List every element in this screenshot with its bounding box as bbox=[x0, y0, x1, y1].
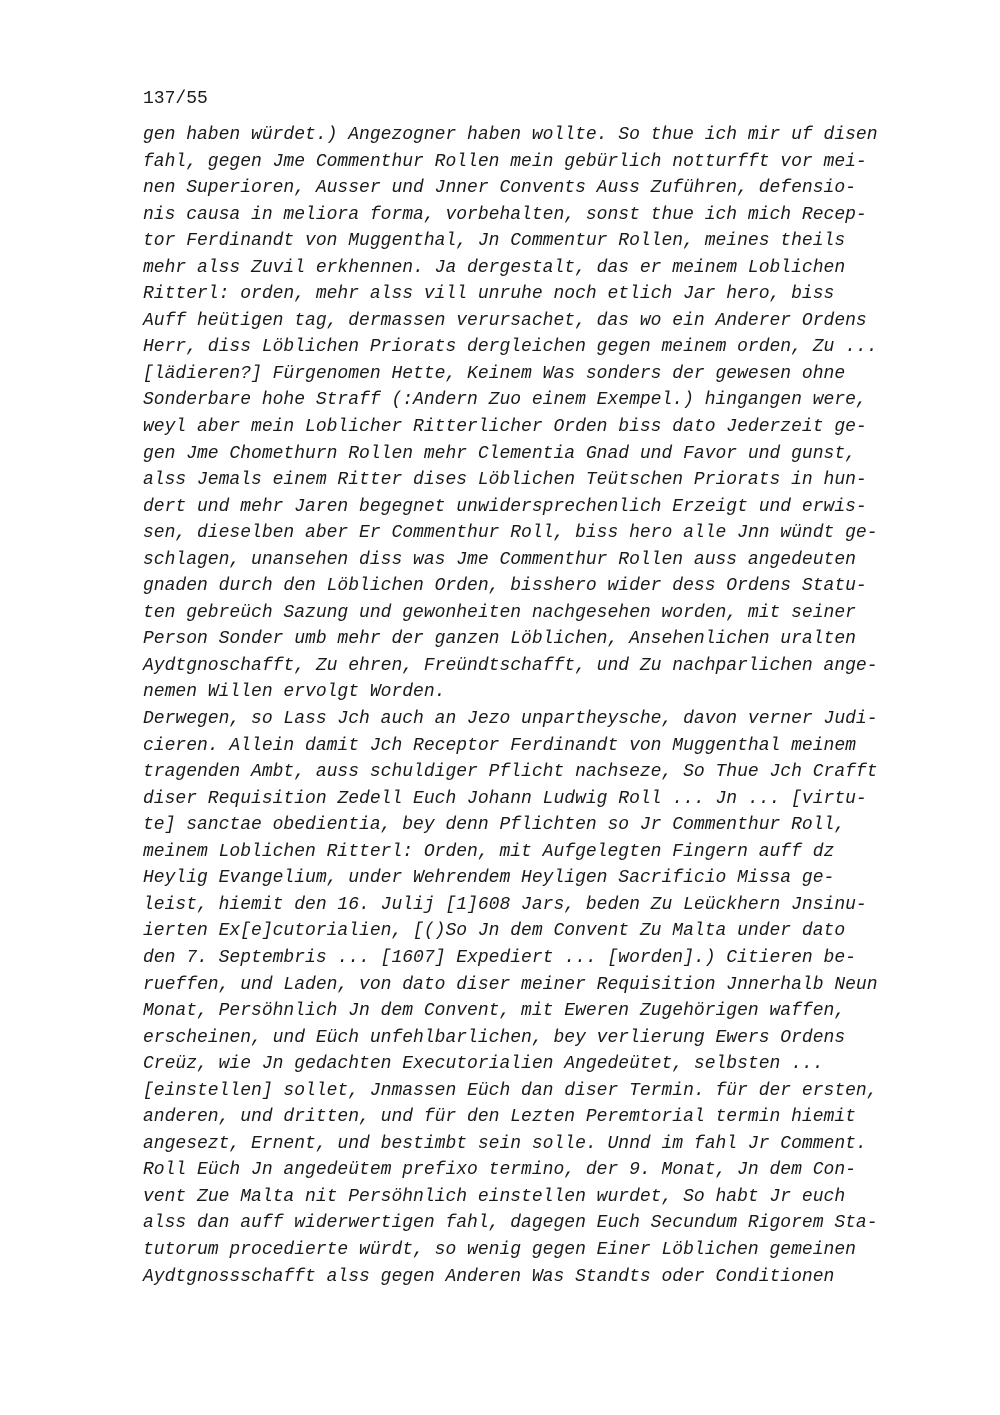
text-line: dert und mehr Jaren begegnet unwidersprechenlich Erzeigt und erwis- bbox=[143, 496, 867, 517]
text-line: Ritterl: orden, mehr alss vill unruhe noch etlich Jar hero, biss bbox=[143, 284, 835, 305]
text-line: [lädieren?] Fürgenomen Hette, Keinem Was sonders der gewesen ohne bbox=[143, 363, 846, 384]
text-line: gnaden durch den Löblichen Orden, bisshero wider dess Ordens Statu- bbox=[143, 576, 867, 597]
text-line: Auff heütigen tag, dermassen verursachet, das wo ein Anderer Ordens bbox=[143, 310, 867, 331]
text-line: nis causa in meliora forma, vorbehalten, sonst thue ich mich Recep- bbox=[143, 204, 867, 225]
text-line: leist, hiemit den 16. Julij [1]608 Jars, beden Zu Leückhern Jnsinu- bbox=[143, 894, 867, 915]
document-body bbox=[143, 122, 943, 1290]
page-number: 137/55 bbox=[143, 89, 208, 109]
text-line: rueffen, und Laden, von dato diser meiner Requisition Jnnerhalb Neun bbox=[143, 974, 878, 995]
text-line: gen haben würdet.) Angezogner haben wollte. So thue ich mir uf disen bbox=[143, 125, 878, 145]
text-line: schlagen, unansehen diss was Jme Commenthur Rollen auss angedeuten bbox=[143, 549, 856, 570]
text-line: Creüz, wie Jn gedachten Executorialien Angedeütet, selbsten ... bbox=[143, 1054, 824, 1075]
text-line: erscheinen, und Eüch unfehlbarlichen, bey verlierung Ewers Ordens bbox=[143, 1027, 846, 1048]
text-line: Roll Eüch Jn angedeütem prefixo termino, der 9. Monat, Jn dem Con- bbox=[143, 1160, 856, 1181]
text-line: tor Ferdinandt von Muggenthal, Jn Commentur Rollen, meines theils bbox=[143, 231, 846, 252]
text-line: tutorum procedierte würdt, so wenig gegen Einer Löblichen gemeinen bbox=[143, 1239, 856, 1260]
text-line: Aydtgnoschafft, Zu ehren, Freündtschafft, und Zu nachparlichen ange- bbox=[143, 655, 878, 676]
text-line: Aydtgnossschafft alss gegen Anderen Was Standts oder Conditionen bbox=[143, 1266, 835, 1287]
text-line: nemen Willen ervolgt Worden. bbox=[143, 682, 446, 703]
text-line: fahl, gegen Jme Commenthur Rollen mein gebürlich notturfft vor mei- bbox=[143, 151, 867, 172]
text-line: Sonderbare hohe Straff (:Andern Zuo einem Exempel.) hingangen were, bbox=[143, 390, 867, 411]
text-line: alss dan auff widerwertigen fahl, dagegen Euch Secundum Rigorem Sta- bbox=[143, 1213, 878, 1234]
text-line: Derwegen, so Lass Jch auch an Jezo unpartheysche, davon verner Judi- bbox=[143, 709, 878, 730]
text-line: tragenden Ambt, auss schuldiger Pflicht nachseze, So Thue Jch Crafft bbox=[143, 762, 878, 783]
text-line: diser Requisition Zedell Euch Johann Ludwig Roll ... Jn ... [virtu- bbox=[143, 788, 867, 809]
text-line: sen, dieselben aber Er Commenthur Roll, biss hero alle Jnn wündt ge- bbox=[143, 523, 878, 544]
text-line: anderen, und dritten, und für den Lezten Peremtorial termin hiemit bbox=[143, 1107, 856, 1128]
text-line: angesezt, Ernent, und bestimbt sein solle. Unnd im fahl Jr Comment. bbox=[143, 1133, 867, 1154]
text-line: nen Superioren, Ausser und Jnner Convents Auss Zuführen, defensio- bbox=[143, 178, 856, 199]
text-line: Person Sonder umb mehr der ganzen Löblichen, Ansehenlichen uralten bbox=[143, 629, 856, 650]
text-line: mehr alss Zuvil erkhennen. Ja dergestalt, das er meinem Loblichen bbox=[143, 257, 846, 278]
text-line: [einstellen] sollet, Jnmassen Eüch dan diser Termin. für der ersten, bbox=[143, 1080, 878, 1101]
text-line: meinem Loblichen Ritterl: Orden, mit Aufgelegten Fingern auff dz bbox=[143, 841, 835, 862]
text-line: vent Zue Malta nit Persöhnlich einstellen wurdet, So habt Jr euch bbox=[143, 1186, 846, 1207]
text-line: gen Jme Chomethurn Rollen mehr Clementia Gnad und Favor und gunst, bbox=[143, 443, 856, 464]
text-line: alss Jemals einem Ritter dises Löblichen Teütschen Priorats in hun- bbox=[143, 470, 867, 491]
text-line: ierten Ex[e]cutorialien, [()So Jn dem Convent Zu Malta under dato bbox=[143, 921, 846, 942]
text-line: Monat, Persöhnlich Jn dem Convent, mit Eweren Zugehörigen waffen, bbox=[143, 1001, 846, 1022]
text-line: ten gebreüch Sazung und gewonheiten nachgesehen worden, mit seiner bbox=[143, 602, 856, 623]
text-line: weyl aber mein Loblicher Ritterlicher Orden biss dato Jederzeit ge- bbox=[143, 417, 867, 438]
text-line: den 7. Septembris ... [1607] Expediert ... [worden].) Citieren be- bbox=[143, 947, 856, 968]
text-line: te] sanctae obedientia, bey denn Pflichten so Jr Commenthur Roll, bbox=[143, 815, 846, 836]
text-line: Herr, diss Löblichen Priorats dergleichen gegen meinem orden, Zu ... bbox=[143, 337, 878, 358]
text-line: cieren. Allein damit Jch Receptor Ferdinandt von Muggenthal meinem bbox=[143, 735, 856, 756]
text-line: Heylig Evangelium, under Wehrendem Heyligen Sacrificio Missa ge- bbox=[143, 868, 835, 889]
